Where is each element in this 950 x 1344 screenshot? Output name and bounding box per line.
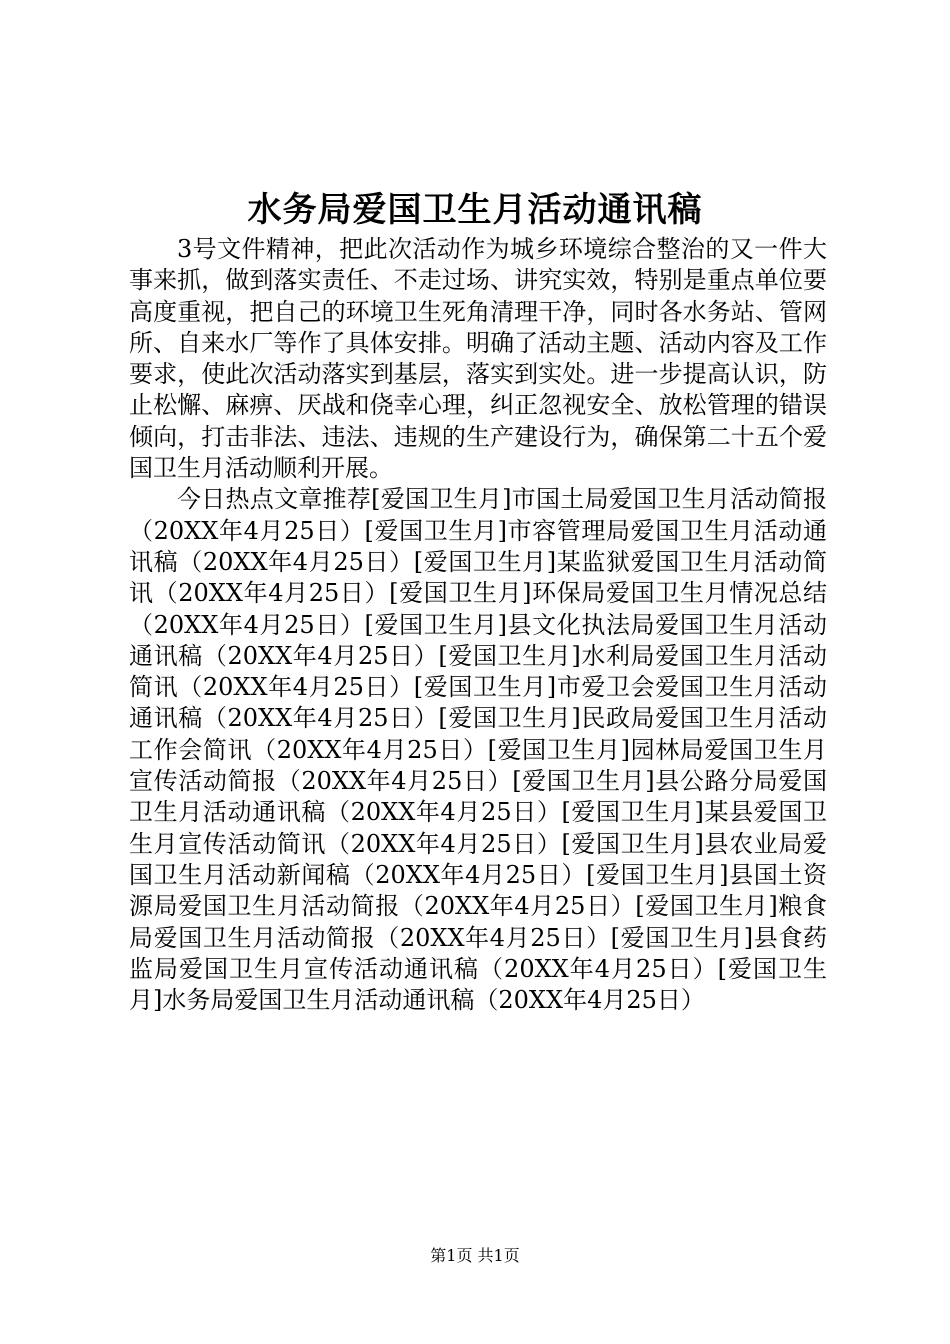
body-paragraph: 今日热点文章推荐[爱国卫生月]市国土局爱国卫生月活动简报（20XX年4月25日）[爱国卫生月]市容管理局爱国卫生月活动通讯稿（20XX年4月25日）[爱国卫生月]某监狱爱国卫生月活动简讯（20XX年4月25日）[爱国卫生月]环保局爱国卫生月情况总结（20XX年4月25日）[爱国卫生月]县文化执法局爱国卫生月活动通讯稿（20XX年4月25日）[爱国卫生月]水利局爱国卫生月活动简讯（20XX年4月25日）[爱国卫生月]市爱卫会爱国卫生月活动通讯稿（20XX年4月25日）[爱国卫生月]民政局爱国卫生月活动工作会简讯（20XX年4月25日）[爱国卫生月]园林局爱国卫生月宣传活动简报（20XX年4月25日）[爱国卫生月]县公路分局爱国卫生月活动通讯稿（20XX年4月25日）[爱国卫生月]某县爱国卫生月宣传活动简讯（20XX年4月25日）[爱国卫生月]县农业局爱国卫生月活动新闻稿（20XX年4月25日）[爱国卫生月]县国土资源局爱国卫生月活动简报（20XX年4月25日）[爱国卫生月]粮食局爱国卫生月活动简报（20XX年4月25日）[爱国卫生月]县食药监局爱国卫生月宣传活动通讯稿（20XX年4月25日）[爱国卫生月]水务局爱国卫生月活动通讯稿（20XX年4月25日） (129, 485, 827, 1015)
page-number-footer: 第1页 共1页 (430, 1246, 520, 1265)
body-paragraph: 3号文件精神，把此次活动作为城乡环境综合整治的又一件大事来抓，做到落实责任、不走过场、讲究实效，特别是重点单位要高度重视，把自己的环境卫生死角清理干净，同时各水务站、管网所、自来水厂等作了具体安排。明确了活动主题、活动内容及工作要求，使此次活动落实到基层，落实到实处。进一步提高认识，防止松懈、麻痹、厌战和侥幸心理，纠正忽视安全、放松管理的错误倾向，打击非法、违法、违规的生产建设行为，确保第二十五个爱国卫生月活动顺利开展。 (129, 235, 827, 483)
document-title: 水务局爱国卫生月活动通讯稿 (247, 190, 703, 230)
document-body (129, 234, 827, 1016)
